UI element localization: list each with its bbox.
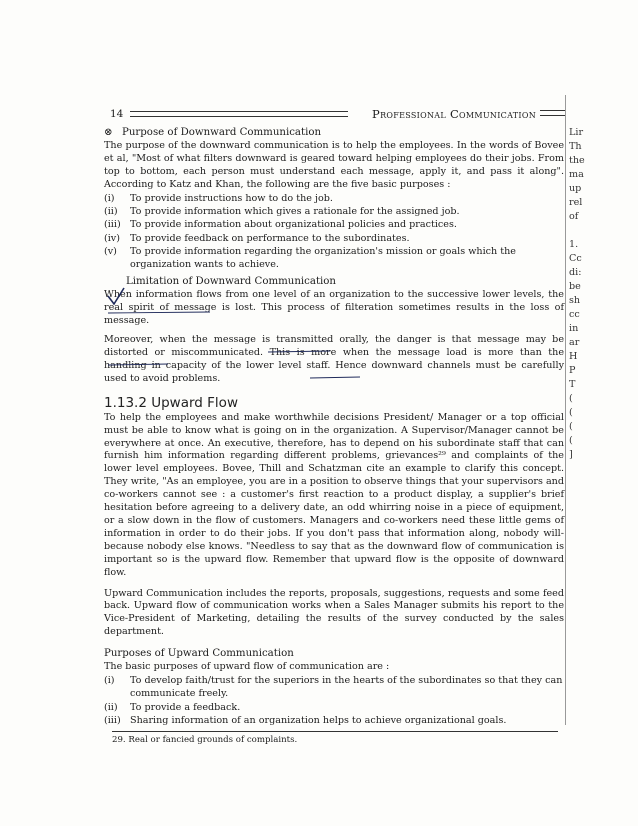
footnote-rule [112, 731, 558, 732]
list-item: (i) To develop faith/trust for the superiors in the hearts of the subordinates so that they can communicate freely. [104, 675, 563, 700]
margin-fragment: 1. [569, 239, 579, 250]
margin-fragment: ( [569, 407, 573, 418]
margin-fragment: P [569, 365, 576, 376]
list-item: (i) To provide instructions how to do the job. [104, 192, 333, 204]
margin-fragment: H [569, 351, 578, 362]
running-title: Professional Communication [372, 107, 536, 121]
downward-limits-paragraph-1: When information flows from one level of an organization to the successive lower levels, the real spirit of message is lost. This process of filteration sometimes results in the loss of message. [104, 289, 564, 327]
margin-fragment: ( [569, 393, 573, 404]
upward-purpose-heading: Purposes of Upward Communication [104, 648, 294, 660]
list-item: (v) To provide information regarding the organization's mission or goals which the organization wants to achieve. [104, 245, 516, 271]
page-edge-shadow [565, 95, 566, 725]
margin-fragment: of [569, 211, 579, 222]
upward-flow-title: 1.13.2 Upward Flow [104, 394, 238, 411]
bullet-icon: ⊗ [104, 127, 113, 138]
margin-fragment: di: [569, 267, 582, 278]
upward-purpose-intro: The basic purposes of upward flow of communication are : [104, 661, 390, 673]
header-rule-right [540, 110, 566, 116]
margin-fragment: ar [569, 337, 580, 348]
margin-fragment: Cc [569, 253, 582, 264]
footnote: 29. Real or fancied grounds of complaints. [112, 735, 298, 745]
margin-fragment: ma [569, 169, 584, 180]
margin-fragment: ] [569, 449, 573, 460]
downward-purpose-list [104, 192, 564, 272]
downward-purpose-heading: ⊗ Purpose of Downward Communication [104, 127, 322, 138]
margin-fragment: ( [569, 421, 573, 432]
upward-flow-paragraph-1: To help the employees and make worthwhile decisions President/ Manager or a top official must be able to know what is going on in the organization. A Supervisor/Manager cannot be everywhere at once. An executive, therefore, has to depend on his subordinate staff that can furnish him information regarding different problems, grievances²⁹ and complaints of the lower level employees. Bovee, Thill and Schatzman cite an example to clarify this concept. They write, "As an employee, you are in a position to observe things that your supervisors and co-workers cannot see : a customer's first reaction to a product display, a supplier's brief hesitation before agreeing to a delivery date, an odd whirring noise in a piece of equipment, or a slow down in the flow of customers. Managers and co-workers need these little gems of information in order to do their jobs. If you don't pass that information along, nobody will-because nobody else knows. "Needless to say that as the downward flow of communication is important so is the upward flow. Remember that upward flow is the opposite of downward flow. [104, 411, 564, 578]
downward-purpose-intro: The purpose of the downward communication is to help the employees. In the words of Bovee et al, "Most of what filters downward is geared toward helping employees do their jobs. From top to bottom, each person must understand each message, apply it, and pass it along". According to Katz and Khan, the following are the five basic purposes : [104, 140, 564, 190]
margin-fragment: rel [569, 197, 583, 208]
page-number: 14 [110, 108, 124, 120]
upward-flow-paragraph-2: Upward Communication includes the reports, proposals, suggestions, requests and some feed back. Upward flow of communication works when a Sales Manager submits his report to the Vice-President of Marketing, detailing the results of the survey conducted by the sales department. [104, 587, 564, 638]
upward-purpose-list [104, 674, 564, 727]
margin-fragment: Th [569, 141, 582, 152]
margin-fragment: the [569, 155, 585, 166]
margin-fragment: Lir [569, 127, 584, 138]
margin-fragment: in [569, 323, 579, 334]
margin-fragment: be [569, 281, 581, 292]
downward-limits-heading: Limitation of Downward Communication [126, 276, 336, 288]
list-item: (ii) To provide a feedback. [104, 701, 241, 713]
margin-fragment [569, 224, 638, 238]
list-item: (iv) To provide feedback on performance to the subordinates. [104, 232, 410, 244]
header-rule-left [130, 111, 348, 117]
list-item: (iii) To provide information about organizational policies and practices. [104, 219, 457, 231]
margin-fragment: cc [569, 309, 580, 320]
list-item: (ii) To provide information which gives a rationale for the assigned job. [104, 205, 460, 217]
margin-fragment: ( [569, 435, 573, 446]
margin-fragment: T [569, 379, 576, 390]
list-item: (iii) Sharing information of an organization helps to achieve organizational goals. [104, 714, 507, 726]
downward-limits-paragraph-2: Moreover, when the message is transmitted orally, the danger is that message may be distorted or miscommunicated. This is more when the message load is more than the handling in capacity of the lower level staff. Hence downward channels must be carefully used to avoid problems. [104, 334, 564, 384]
margin-fragment: sh [569, 295, 581, 306]
adjacent-page-fragments [569, 126, 638, 462]
running-header [110, 108, 570, 124]
page-body [104, 126, 564, 727]
margin-fragment: up [569, 183, 582, 194]
